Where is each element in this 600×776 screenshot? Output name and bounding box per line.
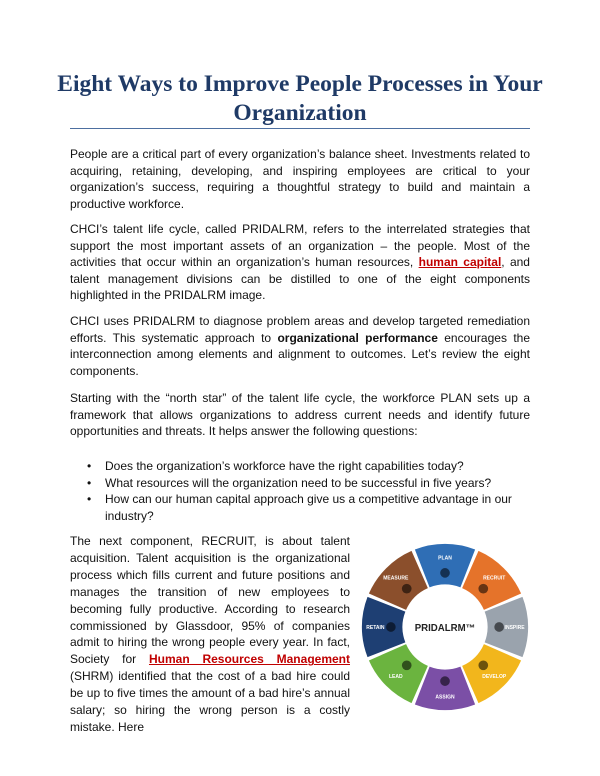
page-title: Eight Ways to Improve People Processes in Your Organization xyxy=(57,71,543,126)
pridalrm-wheel xyxy=(358,540,532,714)
recruit-text-after: (SHRM) identified that the cost of a bad hire could be up to five times the amount of a bad hire’s annual salary; so hiring the wrong person is a costly mistake. Here xyxy=(70,669,350,734)
retain-icon xyxy=(386,622,396,632)
diagnose-text-before: CHCI uses PRIDALRM to diagnose problem areas and develop targeted remediation efforts. This systematic approach to xyxy=(70,314,530,345)
plan-paragraph: Starting with the “north star” of the talent life cycle, the workforce PLAN sets up a framework that allows organizations to address current needs and identify future opportunities and threats. It helps answer the following questions: xyxy=(70,391,530,439)
organizational-performance-term: organizational performance xyxy=(277,330,438,345)
wheel-label-retain: RETAIN xyxy=(366,624,385,631)
wheel-label-lead: LEAD xyxy=(388,674,403,681)
wheel-label-measure: MEASURE xyxy=(383,575,409,582)
pridalrm-text-after: , and talent management divisions can be distilled to one of the eight components highlighted in the PRIDALRM image. xyxy=(70,255,530,303)
pridalrm-text-before: CHCI’s talent life cycle, called PRIDALRM, refers to the interrelated strategies that support the most important assets of an organization – the people. Most of the activities that occur within an organization’s human resources, xyxy=(70,222,530,270)
wheel-label-recruit: RECRUIT xyxy=(483,575,506,582)
develop-icon xyxy=(478,660,488,670)
wheel-label-assign: ASSIGN xyxy=(435,694,455,701)
recruit-paragraph xyxy=(70,533,350,736)
wheel-label-develop: DEVELOP xyxy=(482,674,507,681)
plan-questions-list xyxy=(70,458,530,524)
diagnose-text-after: encourages the interconnection among elements and alignment to outcomes. Let’s review the eight components. xyxy=(70,330,530,378)
list-item: • Does the organization’s workforce have the right capabilities today? xyxy=(70,458,530,475)
title-divider xyxy=(70,128,530,129)
wheel-center-label: PRIDALRM™ xyxy=(414,622,476,634)
measure-icon xyxy=(402,584,412,594)
recruit-icon xyxy=(478,584,488,594)
list-item: • How can our human capital approach give us a competitive advantage in our industry? xyxy=(70,491,530,524)
inspire-icon xyxy=(494,622,504,632)
assign-icon xyxy=(440,676,450,686)
wheel-label-plan: PLAN xyxy=(438,555,452,562)
recruit-text-before: The next component, RECRUIT, is about talent acquisition. Talent acquisition is the organizational process which fills current and future positions and manages the transition of new employees to becoming fully productive. According to research commissioned by Glassdoor, 95% of companies admit to hiring the wrong people every year. In fact, Society for xyxy=(70,534,350,667)
pridalrm-paragraph xyxy=(70,221,530,304)
list-item: • What resources will the organization need to be successful in five years? xyxy=(70,475,530,492)
plan-icon xyxy=(440,568,450,578)
human-capital-link[interactable]: human capital xyxy=(418,255,502,270)
intro-paragraph: People are a critical part of every organization’s balance sheet. Investments related to acquiring, retaining, developing, and inspiring employees are critical to your organization’s success, requiring a thoughtful strategy to build and maintain a productive workforce. xyxy=(70,147,530,211)
hrm-link[interactable]: Human Resources Management xyxy=(148,652,350,667)
wheel-label-inspire: INSPIRE xyxy=(504,624,525,631)
lead-icon xyxy=(402,660,412,670)
diagnose-paragraph xyxy=(70,313,530,379)
